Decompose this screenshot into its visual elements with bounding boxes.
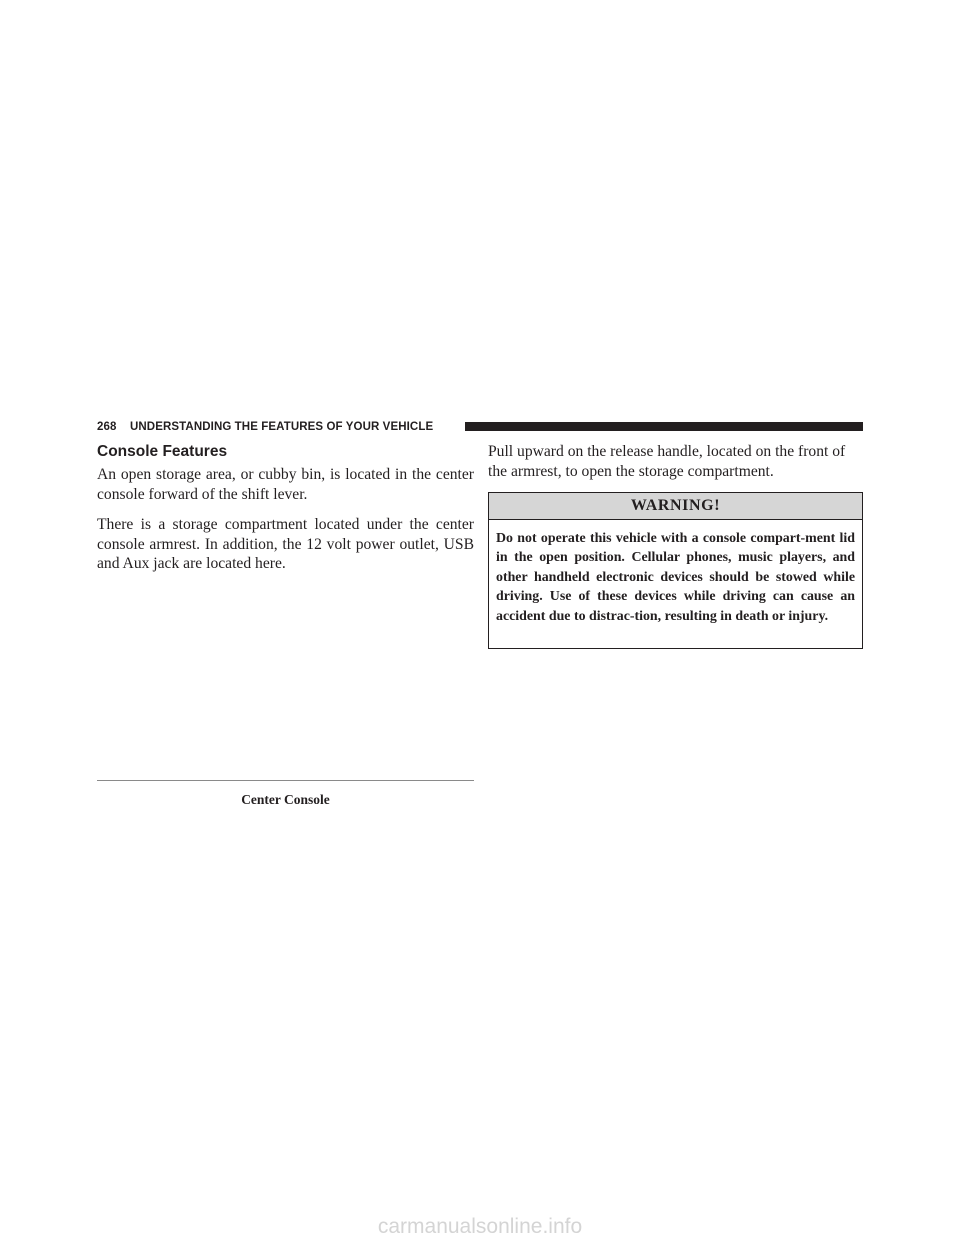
right-column	[488, 442, 864, 481]
warning-heading: WARNING!	[489, 493, 862, 520]
page-header	[97, 420, 863, 434]
header-rule-bar	[465, 422, 863, 431]
watermark: carmanualsonline.info	[377, 1215, 583, 1238]
page-number: 268	[97, 421, 117, 433]
left-column	[97, 442, 474, 585]
running-title: UNDERSTANDING THE FEATURES OF YOUR VEHICLE	[130, 421, 434, 433]
paragraph-cubby-bin: An open storage area, or cubby bin, is located in the center console forward of the shift lever.	[97, 466, 474, 503]
warning-text: Do not operate this vehicle with a console compart-ment lid in the open position. Cellular phones, music players, and other handheld electronic devices should be stowed while driving. Use of these devices while driving can cause an accident due to distrac-tion, resulting in death or injury.	[496, 531, 855, 624]
paragraph-storage-compartment: There is a storage compartment located under the center console armrest. In addition, the 12 volt power outlet, USB and Aux jack are located here.	[97, 516, 474, 572]
warning-box	[488, 492, 863, 649]
figure-caption: Center Console	[241, 792, 330, 807]
section-title: Console Features	[97, 443, 228, 460]
figure-divider	[97, 780, 474, 781]
paragraph-release-handle: Pull upward on the release handle, located on the front of the armrest, to open the storage compartment.	[488, 443, 846, 480]
